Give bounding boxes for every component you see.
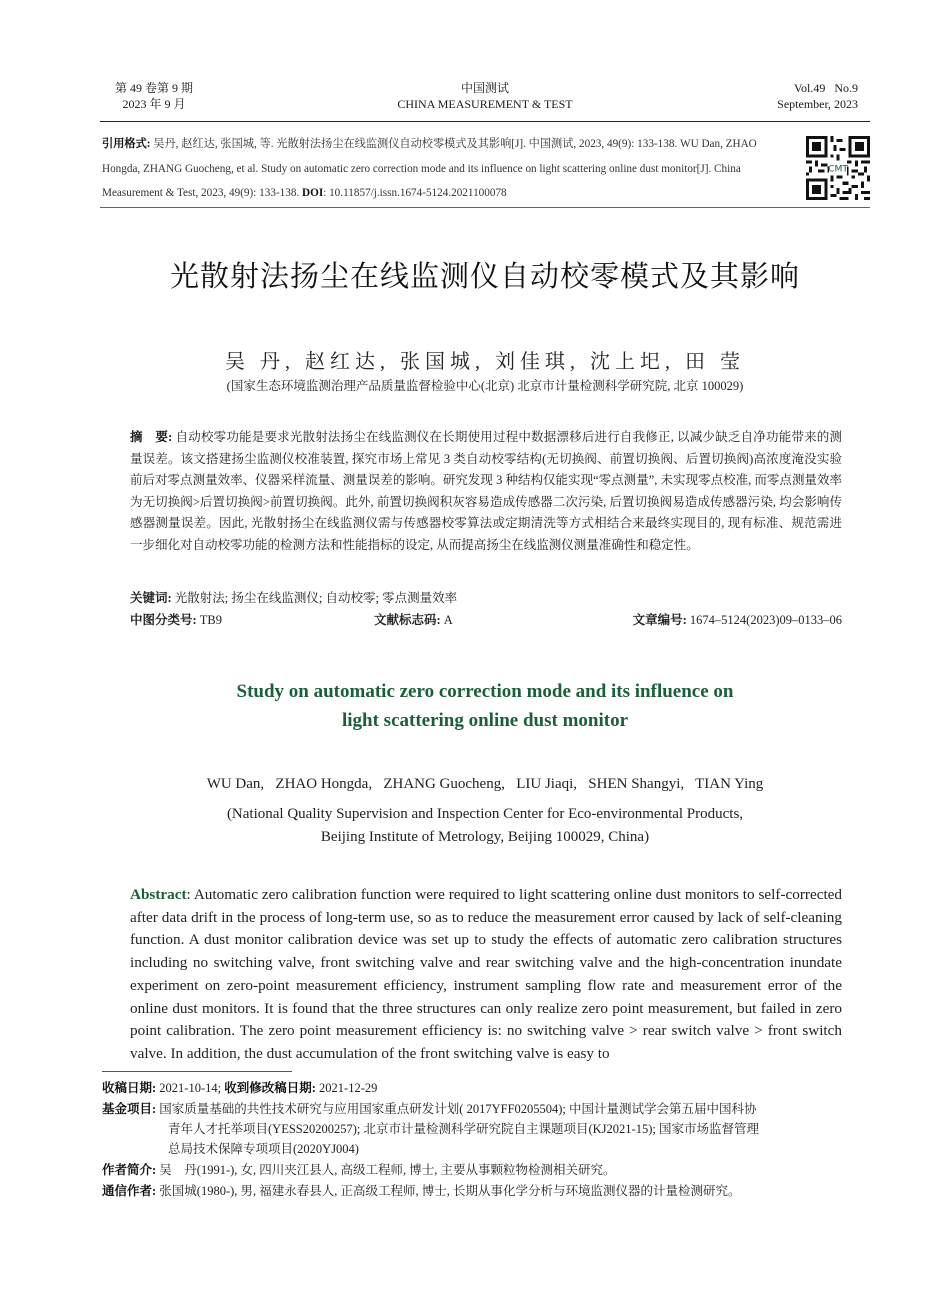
corresponding-label: 通信作者: [102,1184,157,1198]
title-en-line1: Study on automatic zero correction mode and its influence on [236,681,734,702]
citation-rule [100,207,870,208]
journal-name-cn: 中国测试 [460,81,509,95]
doi-label: DOI [302,187,324,199]
received-label: 收稿日期: [102,1081,157,1095]
affiliation-en [80,803,890,849]
abstract-en [130,884,842,1066]
footnote-fund [102,1099,872,1159]
header-rule [100,121,870,122]
article-value: 1674–5124(2023)09–0133–06 [686,613,842,627]
revised-date: 2021-12-29 [315,1081,378,1095]
authors-en: WU Dan, ZHAO Hongda, ZHANG Guocheng, LIU Jiaqi, SHEN Shangyi, TIAN Ying [206,776,764,792]
affiliation-cn: (国家生态环境监测治理产品质量监督检验中心(北京) 北京市计量检测科学研究院, 北京 100029) [226,379,744,393]
clc-number [130,610,222,628]
doc-label: 文献标志码: [374,613,441,627]
article-number [633,610,842,628]
affiliation-en-line2: Beijing Institute of Metrology, Beijing 100029, China) [320,829,650,845]
citation-block [102,132,792,206]
abstract-en-label: Abstract [130,886,187,903]
doc-value: A [440,613,453,627]
title-en [120,677,850,735]
abstract-cn [130,427,842,557]
author-bio: 吴 丹(1991-), 女, 四川夹江县人, 高级工程师, 博士, 主要从事颗粒物检测相关研究。 [156,1163,616,1177]
header-left [115,80,193,112]
citation-text-cn: 吴丹, 赵红达, 张国城, 等. 光散射法扬尘在线监测仪自动校零模式及其影响[J]. 中国测试, 2023, 49(9): 133-138. [150,138,681,150]
header-center [345,80,625,112]
fund-line-1: 国家质量基础的共性技术研究与应用国家重点研发计划( 2017YFF0205504); 中国计量测试学会第五届中国科协 [156,1102,757,1116]
corresponding-bio: 张国城(1980-), 男, 福建永春县人, 正高级工程师, 博士, 长期从事化学分析与环境监测仪器的计量检测研究。 [156,1184,741,1198]
document-code [374,610,453,628]
svg-text:CMT: CMT [828,164,848,175]
abstract-cn-label: 摘 要: [130,430,173,444]
footnote-author [102,1160,872,1180]
author-label: 作者简介: [102,1163,157,1177]
article-label: 文章编号: [632,613,687,627]
authors-cn: 吴 丹, 赵红达, 张国城, 刘佳琪, 沈上圯, 田 莹 [225,351,745,373]
abstract-cn-text: 自动校零功能是要求光散射法扬尘在线监测仪在长期使用过程中数据漂移后进行自我修正, 以减少缺乏自净功能带来的测量误差。该文搭建扬尘监测仪校准装置, 探究市场上常见 3 类自动校零结构(无切换阀、前置切换阀、后置切换阀)高浓度淹没实验前后对零点测量效率、仪器采样流量、测量误差的影响。研究发现 3 种结构仅能实现“零点测量”, 未实现零点校准, 而零点测量效率为无切换阀>后置切换阀>前置切换阀。此外, 前置切换阀积灰容易造成传感器二次污染, 后置切换阀易造成传感器污染, 均会影响传感器测量误差。因此, 光散射扬尘在线监测仪需与传感器校零算法或定期清洗等方式相结合来最终实现目的, 现有标准、规范需进一步细化对自动校零功能的检测方法和性能指标的设定, 从而提高扬尘在线监测仪测量准确性和稳定性。 [130,430,842,552]
received-date: 2021-10-14; [156,1081,225,1095]
doi-value: : 10.11857/j.issn.1674-5124.2021100078 [323,187,507,199]
qr-code-icon[interactable] [806,136,870,200]
keywords-cn [130,588,842,606]
affiliation-en-line1: (National Quality Supervision and Inspection Center for Eco-environmental Products, [226,806,744,822]
footnote-corresponding [102,1181,872,1201]
revised-label: 收到修改稿日期: [224,1081,316,1095]
fund-line-2: 青年人才托举项目(YESS20200257); 北京市计量检测科学研究院自主课题项目(KJ2021-15); 国家市场监督管理 [168,1122,759,1136]
header-volume-en: Vol.49 No.9 [793,81,858,95]
footnote-received [102,1078,872,1098]
clc-label: 中图分类号: [130,613,197,627]
keywords-cn-text: 光散射法; 扬尘在线监测仪; 自动校零; 零点测量效率 [171,591,458,605]
header-right [777,80,858,112]
clc-value: TB9 [196,613,223,627]
citation-text-en: WU Dan, ZHAO Hongda, ZHANG Guocheng, et al. Study on automatic zero correction mode and its influence on light scattering online dust monitor[J]. China Measurement & Test, 2023, 49(9): 133-138. [102,138,757,199]
fund-line-3: 总局技术保障专项项目(2020YJ004) [168,1142,359,1156]
header-date-en: September, 2023 [777,97,858,111]
keywords-cn-label: 关键词: [130,591,172,605]
title-cn: 光散射法扬尘在线监测仪自动校零模式及其影响 [169,259,800,293]
footnote-rule [102,1071,292,1072]
journal-name-en: CHINA MEASUREMENT & TEST [397,97,573,111]
abstract-en-text: : Automatic zero calibration function were required to light scattering online dust monitors to self-corrected after data drift in the process of long-term use, so as to reduce the measurement error caused by lack of self-cleaning function. A dust monitor calibration device was set up to study the effects of automatic zero calibration structures including no switching valve, front switching valve and rear switching valve and the high-concentration inundate experiment on zero-point measurement efficiency, instrument sampling flow rate and measurement error of the online dust monitors. It is found that the three structures can only realize zero point measurement, but failed in zero point calibration. The zero point measurement efficiency is: no switching valve > rear switch valve > front switch valve. In addition, the dust accumulation of the front switching valve is easy to [130,886,842,1062]
header-date-cn: 2023 年 9 月 [122,97,186,111]
title-en-line2: light scattering online dust monitor [341,710,629,731]
header-volume-cn: 第 49 卷第 9 期 [115,81,194,95]
citation-label: 引用格式: [102,138,151,150]
fund-label: 基金项目: [102,1102,157,1116]
